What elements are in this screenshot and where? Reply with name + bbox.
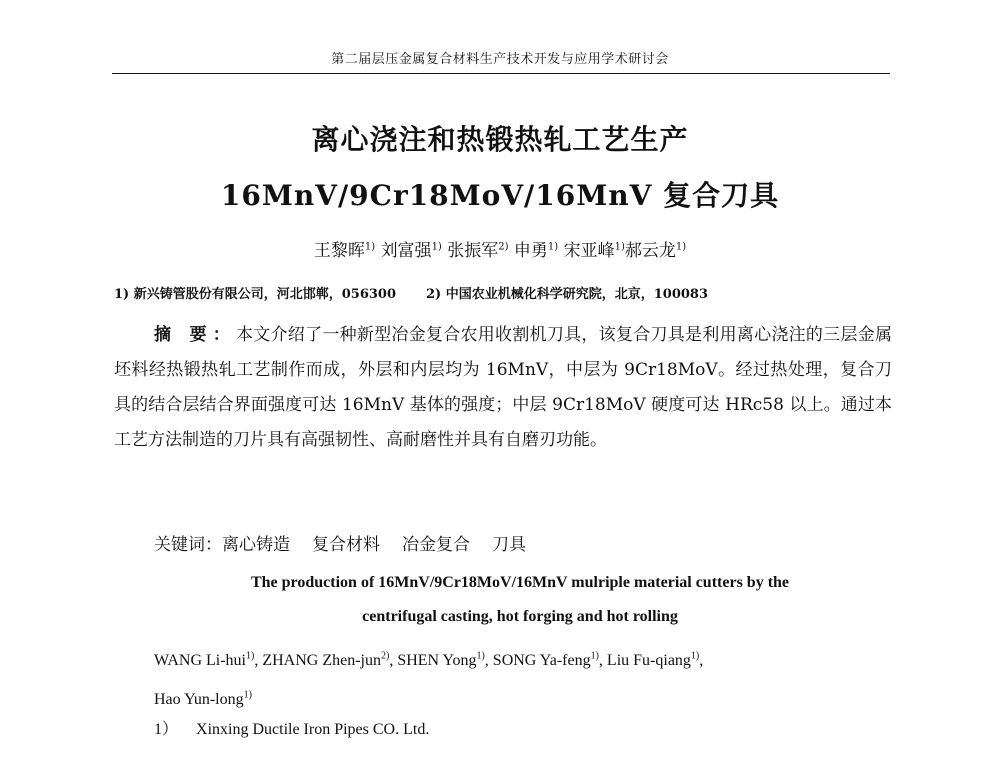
author bbox=[447, 241, 508, 261]
keyword-item: 复合材料 bbox=[312, 535, 380, 555]
english-author-separator: , bbox=[699, 652, 704, 670]
english-author-name: SONG Ya-feng bbox=[492, 652, 591, 670]
english-author-name: ZHANG Zhen-jun bbox=[262, 652, 381, 670]
english-author bbox=[154, 691, 252, 708]
english-author bbox=[607, 652, 703, 669]
english-title-line-1: The production of 16MnV/9Cr18MoV/16MnV mulriple material cutters by the bbox=[250, 574, 790, 591]
english-author bbox=[262, 652, 397, 669]
english-affiliation bbox=[154, 716, 429, 739]
author bbox=[381, 241, 442, 261]
english-author-list bbox=[154, 640, 894, 717]
author-name: 张振军 bbox=[447, 241, 499, 261]
paper-title-line-1: 离心浇注和热锻热轧工艺生产 bbox=[311, 123, 689, 156]
author bbox=[625, 241, 686, 261]
english-author-affiliation-mark: 1) bbox=[245, 651, 255, 662]
english-author-name: Hao Yun-long bbox=[154, 690, 244, 708]
english-author-separator: , bbox=[254, 652, 263, 670]
affiliation-2: 2) 中国农业机械化科学研究院，北京，100083 bbox=[426, 287, 708, 302]
keywords-label: 关键词： bbox=[154, 535, 222, 555]
keyword-item: 刀具 bbox=[492, 535, 526, 555]
author-affiliation-mark: 2) bbox=[498, 241, 509, 253]
author-name: 申勇 bbox=[513, 241, 548, 261]
abstract-label: 摘 要： bbox=[154, 325, 236, 345]
english-author-affiliation-mark: 1) bbox=[476, 651, 485, 662]
english-author-separator: , bbox=[598, 652, 607, 670]
english-author-separator: , bbox=[389, 652, 398, 670]
author bbox=[314, 241, 375, 261]
english-author-name: WANG Li-hui bbox=[154, 652, 246, 670]
author-name: 王黎晖 bbox=[313, 241, 365, 261]
header-rule bbox=[112, 73, 890, 74]
affiliations bbox=[114, 283, 904, 302]
abstract-text: 本文介绍了一种新型冶金复合农用收割机刀具，该复合刀具是利用离心浇注的三层金属坯料经热锻热轧工艺制作而成，外层和内层均为 16MnV，中层为 9Cr18MoV。经过热处理，复合刀具的结合层结合界面强度可达 16MnV 基体的强度；中层 9Cr18MoV 硬度可达 HRc58 以上。通过本工艺方法制造的刀片具有高强韧性、高耐磨性并具有自磨刃功能。 bbox=[114, 325, 892, 450]
keyword-item: 冶金复合 bbox=[402, 535, 470, 555]
author-affiliation-mark: 1) bbox=[675, 241, 687, 253]
english-title-line-2: centrifugal casting, hot forging and hot rolling bbox=[362, 608, 678, 625]
author-affiliation-mark: 1) bbox=[431, 241, 442, 253]
english-title bbox=[150, 566, 890, 634]
english-affiliation-text: Xinxing Ductile Iron Pipes CO. Ltd. bbox=[196, 721, 430, 738]
english-affiliation-number: 1） bbox=[154, 721, 179, 738]
author-affiliation-mark: 1) bbox=[614, 241, 625, 253]
english-author-separator: , bbox=[484, 652, 493, 670]
author-name: 郝云龙 bbox=[624, 241, 676, 261]
running-header: 第二届层压金属复合材料生产技术开发与应用学术研讨会 bbox=[331, 52, 669, 67]
english-author bbox=[154, 652, 262, 669]
abstract bbox=[114, 318, 892, 458]
author bbox=[514, 241, 558, 261]
author-list bbox=[0, 236, 1000, 261]
english-author-name: SHEN Yong bbox=[397, 652, 477, 670]
paper-title-line-2: 16MnV/9Cr18MoV/16MnV 复合刀具 bbox=[220, 179, 780, 212]
keywords bbox=[154, 530, 548, 555]
author bbox=[564, 241, 625, 261]
affiliation-1: 1) 新兴铸管股份有限公司，河北邯郸，056300 bbox=[114, 287, 396, 302]
keyword-item: 离心铸造 bbox=[222, 535, 290, 555]
english-author-name: Liu Fu-qiang bbox=[606, 652, 691, 670]
english-author bbox=[493, 652, 607, 669]
author-name: 宋亚峰 bbox=[563, 241, 615, 261]
author-affiliation-mark: 1) bbox=[547, 241, 559, 253]
english-author-affiliation-mark: 1) bbox=[243, 689, 252, 701]
english-author bbox=[397, 652, 492, 669]
english-author-affiliation-mark: 1) bbox=[690, 651, 700, 662]
english-author-affiliation-mark: 1) bbox=[590, 651, 599, 662]
author-name: 刘富强 bbox=[380, 241, 432, 261]
author-affiliation-mark: 1) bbox=[364, 241, 376, 253]
english-author-affiliation-mark: 2) bbox=[380, 651, 390, 662]
